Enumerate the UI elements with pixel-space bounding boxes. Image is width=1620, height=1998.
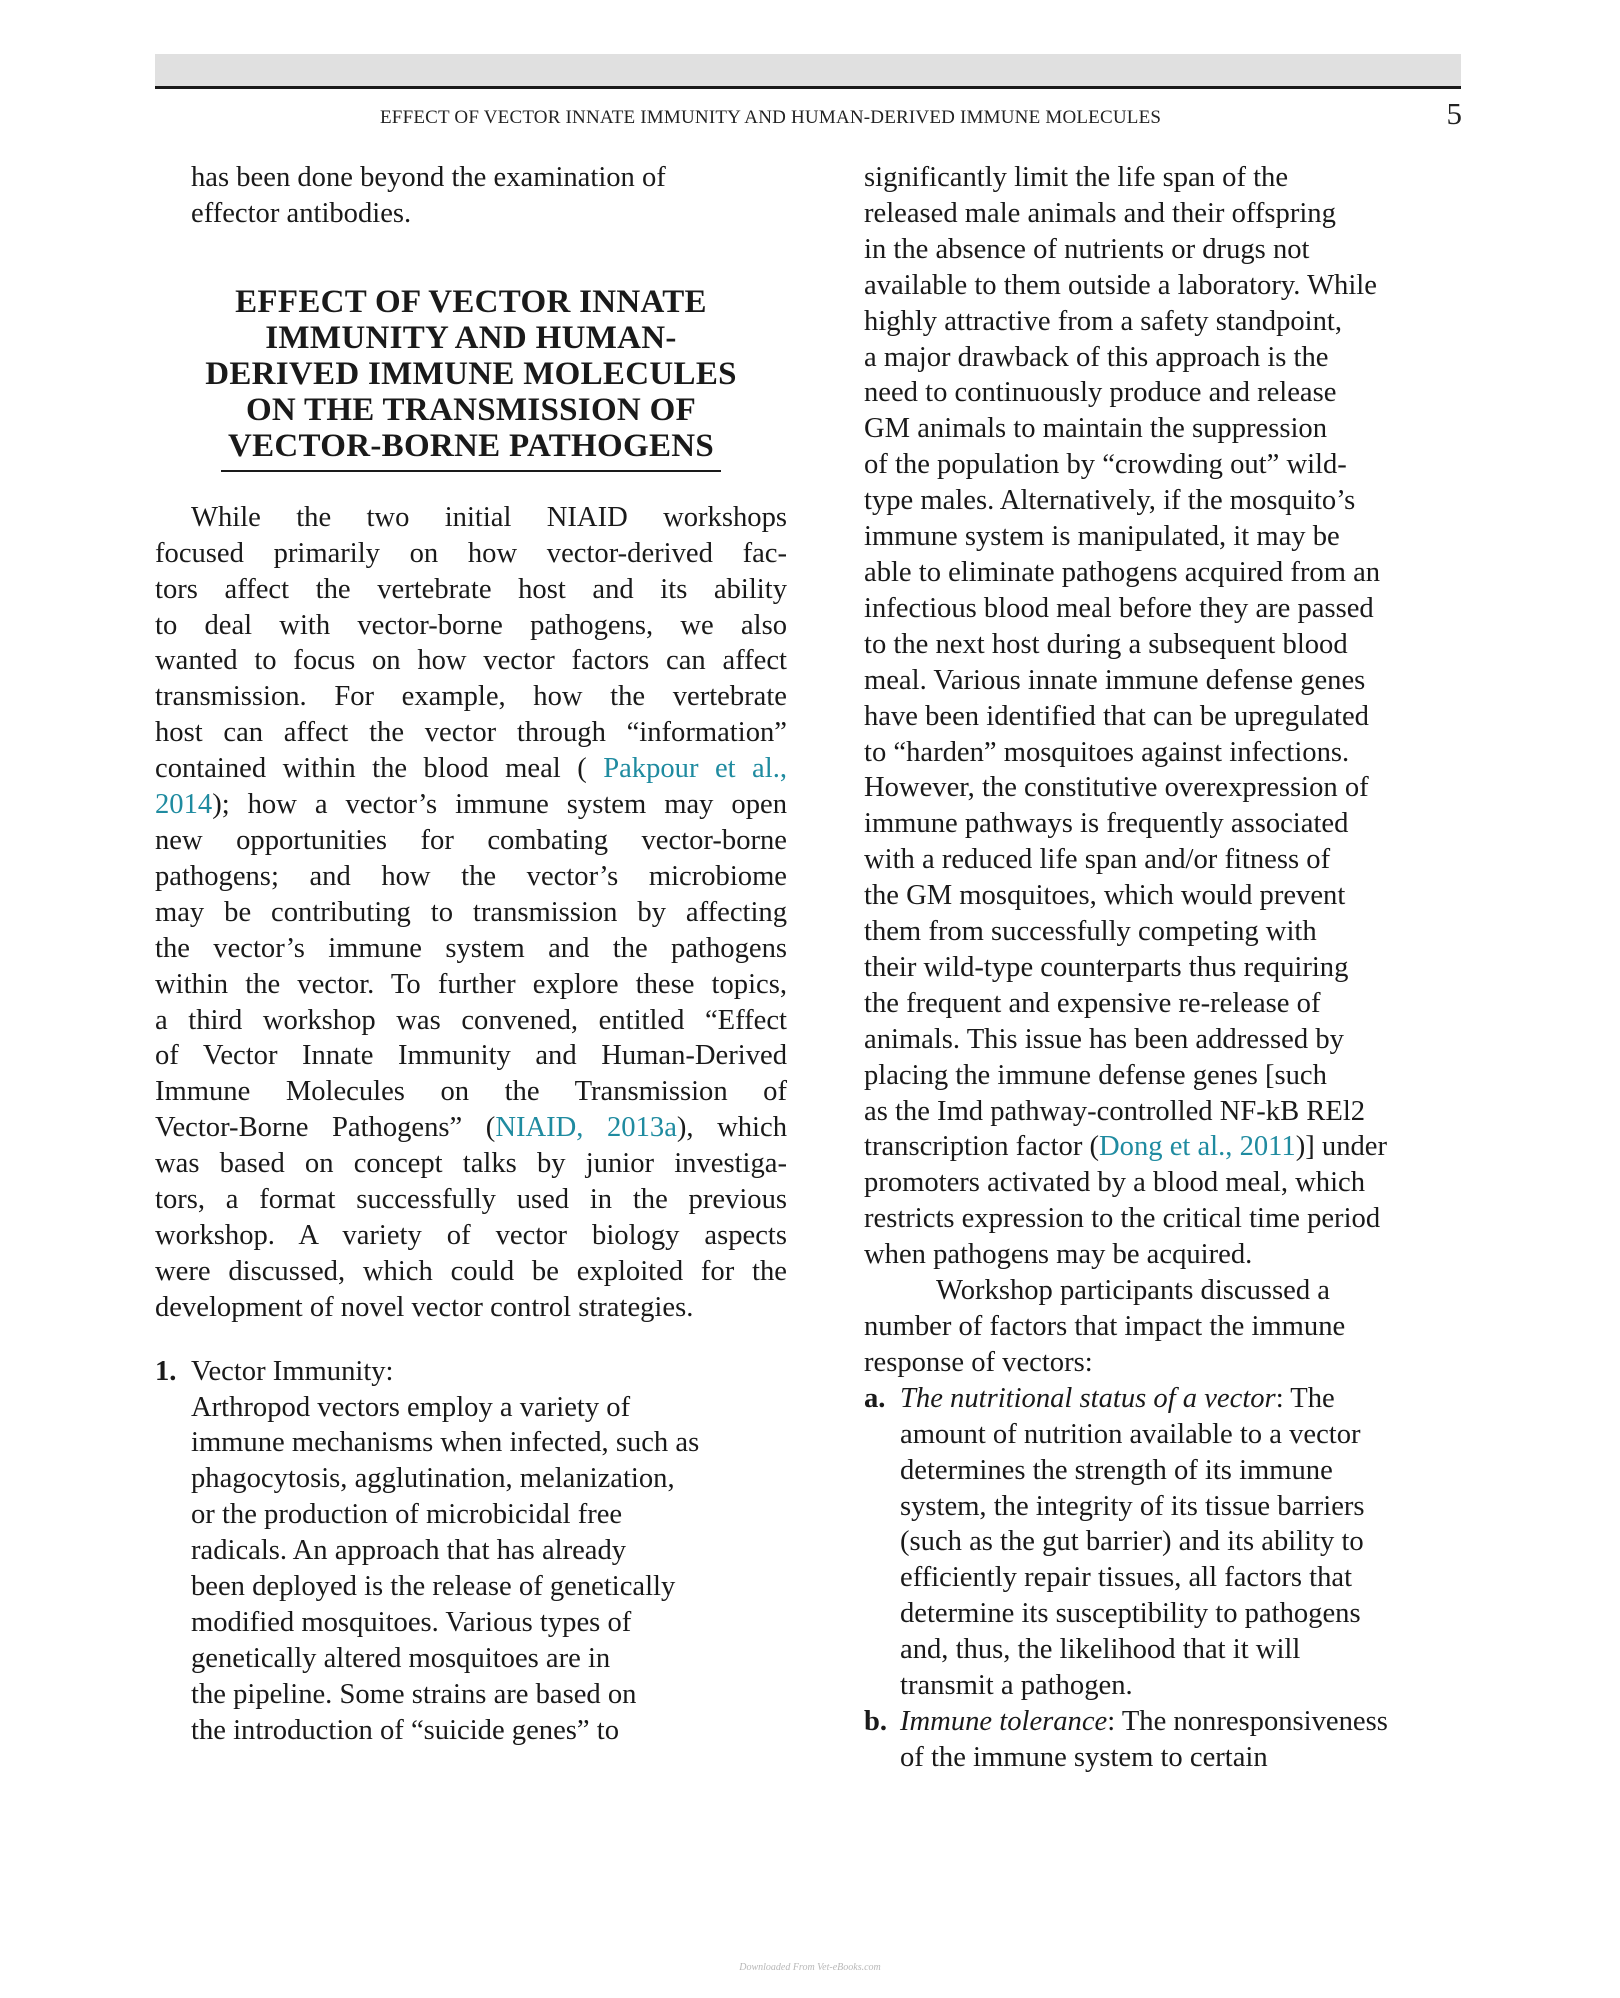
heading-line: ON THE TRANSMISSION OF <box>245 391 697 428</box>
text-line: have been identified that can be upregulated <box>864 700 1369 732</box>
text-line: significantly limit the life span of the <box>864 162 1289 193</box>
text-line: phagocytosis, agglutination, melanization, <box>191 1463 675 1495</box>
text-line: tors affect the vertebrate host and its ability <box>155 573 787 605</box>
text-line: with a reduced life span and/or fitness of <box>864 844 1331 876</box>
continued-paragraph <box>155 160 787 232</box>
text-line: a major drawback of this approach is the <box>864 341 1329 373</box>
text-line: of the immune system to certain <box>900 1741 1268 1773</box>
text-line: the frequent and expensive re-release of <box>864 987 1321 1019</box>
text-line <box>155 787 787 823</box>
text-line: them from successfully competing with <box>864 916 1317 948</box>
text-line: While the two initial NIAID workshops <box>191 501 787 533</box>
text-line: determine its susceptibility to pathogens <box>900 1598 1361 1630</box>
heading-line: DERIVED IMMUNE MOLECULES <box>205 355 737 392</box>
text-line: or the production of microbicidal free <box>191 1499 623 1531</box>
text-fragment: : The <box>1275 1382 1335 1414</box>
text-line: able to eliminate pathogens acquired from an <box>864 556 1381 588</box>
text-line: system, the integrity of its tissue barriers <box>900 1490 1365 1522</box>
text-line: a third workshop was convened, entitled “Effect <box>155 1004 787 1036</box>
text-line: to “harden” mosquitoes against infections. <box>864 736 1350 768</box>
text-line: in the absence of nutrients or drugs not <box>864 233 1310 265</box>
text-line: development of novel vector control strategies. <box>155 1291 694 1323</box>
text-line: efficiently repair tissues, all factors that <box>900 1562 1353 1594</box>
citation-link[interactable]: Pakpour et al., <box>603 753 787 785</box>
text-line: their wild-type counterparts thus requiring <box>864 951 1349 983</box>
intro-paragraph <box>155 500 787 1326</box>
header-band <box>155 54 1461 89</box>
text-line: need to continuously produce and release <box>864 377 1337 409</box>
text-line: Workshop participants discussed a <box>936 1275 1330 1307</box>
text-line: were discussed, which could be exploited for the <box>155 1255 787 1287</box>
section-heading <box>155 284 787 464</box>
text-line: to deal with vector-borne pathogens, we also <box>155 609 787 641</box>
text-line: of the population by “crowding out” wild- <box>864 449 1347 481</box>
left-column <box>155 160 787 1749</box>
text-line <box>864 1129 1464 1165</box>
text-line: pathogens; and how the vector’s microbiome <box>155 860 787 892</box>
workshop-paragraph <box>864 1273 1464 1381</box>
text-line: animals. This issue has been addressed by <box>864 1023 1344 1055</box>
text-line: immune mechanisms when infected, such as <box>191 1427 700 1459</box>
text-line <box>155 751 787 787</box>
text-fragment: contained within the blood meal ( <box>155 753 587 785</box>
text-line: workshop. A variety of vector biology aspects <box>155 1219 787 1251</box>
text-fragment: Vector-Borne Pathogens” ( <box>155 1112 496 1144</box>
list-item-body <box>864 1417 1464 1704</box>
text-line: modified mosquitoes. Various types of <box>191 1607 632 1638</box>
page-number: 5 <box>1446 96 1462 131</box>
text-line: restricts expression to the critical time period <box>864 1203 1381 1235</box>
text-line: response of vectors: <box>864 1346 1093 1378</box>
text-line: as the Imd pathway-controlled NF-kB REl2 <box>864 1095 1366 1127</box>
text-line: was based on concept talks by junior investiga- <box>155 1148 787 1180</box>
text-line: has been done beyond the examination of <box>191 162 666 193</box>
list-letter: b. <box>864 1705 888 1737</box>
list-item-term: Immune tolerance <box>900 1705 1108 1737</box>
text-line: the pipeline. Some strains are based on <box>191 1678 637 1710</box>
text-fragment: )] under <box>1295 1131 1387 1163</box>
heading-line: VECTOR-BORNE PATHOGENS <box>227 427 715 464</box>
text-line: infectious blood meal before they are passed <box>864 592 1374 624</box>
footer-credit: Downloaded From Vet-eBooks.com <box>739 1962 881 1973</box>
list-item-body <box>155 1390 787 1749</box>
text-line: Arthropod vectors employ a variety of <box>191 1391 631 1423</box>
text-line: new opportunities for combating vector-borne <box>155 824 787 856</box>
text-line: highly attractive from a safety standpoint, <box>864 305 1343 337</box>
list-item-nutritional-status <box>864 1381 1464 1704</box>
text-line: type males. Alternatively, if the mosquito’s <box>864 485 1356 517</box>
text-line: within the vector. To further explore these topics, <box>155 968 787 1000</box>
text-line: However, the constitutive overexpression of <box>864 772 1369 804</box>
citation-link[interactable]: NIAID, 2013a <box>495 1112 677 1144</box>
text-line: the vector’s immune system and the pathogens <box>155 932 787 964</box>
heading-line: EFFECT OF VECTOR INNATE <box>235 283 707 320</box>
text-line: host can affect the vector through “information” <box>155 717 787 749</box>
heading-line: IMMUNITY AND HUMAN- <box>265 319 677 356</box>
text-line: of Vector Innate Immunity and Human-Derived <box>155 1040 787 1072</box>
text-line: meal. Various innate immune defense genes <box>864 664 1366 696</box>
list-item-title-line <box>864 1704 1464 1740</box>
list-letter: a. <box>864 1382 886 1414</box>
text-line: placing the immune defense genes [such <box>864 1059 1327 1091</box>
list-item-body <box>864 1740 1464 1776</box>
text-line: number of factors that impact the immune <box>864 1311 1346 1342</box>
citation-link[interactable]: Dong et al., 2011 <box>1099 1131 1296 1163</box>
text-line: focused primarily on how vector-derived fac- <box>155 537 787 569</box>
citation-link[interactable]: 2014 <box>155 789 213 821</box>
text-line: determines the strength of its immune <box>900 1454 1333 1486</box>
text-line: promoters activated by a blood meal, which <box>864 1167 1366 1199</box>
text-line: and, thus, the likelihood that it will <box>900 1634 1301 1666</box>
list-item-vector-immunity <box>155 1354 787 1749</box>
text-line: effector antibodies. <box>191 197 412 229</box>
text-line: to the next host during a subsequent blood <box>864 628 1348 660</box>
text-line: radicals. An approach that has already <box>191 1535 627 1567</box>
text-line: released male animals and their offspring <box>864 197 1336 229</box>
text-line: been deployed is the release of genetically <box>191 1571 676 1603</box>
continued-paragraph <box>864 160 1464 1273</box>
text-line: (such as the gut barrier) and its ability to <box>900 1526 1364 1558</box>
text-line: GM animals to maintain the suppression <box>864 413 1328 445</box>
text-line: immune system is manipulated, it may be <box>864 521 1340 553</box>
list-item-title: Vector Immunity: <box>191 1355 394 1387</box>
text-line: genetically altered mosquitoes are in <box>191 1642 611 1674</box>
right-column <box>864 160 1464 1776</box>
text-line <box>155 1110 787 1146</box>
text-line: Immune Molecules on the Transmission of <box>155 1076 787 1108</box>
text-line: available to them outside a laboratory. While <box>864 269 1377 301</box>
text-line: immune pathways is frequently associated <box>864 808 1349 840</box>
text-line: transmit a pathogen. <box>900 1670 1133 1702</box>
list-item-title-line <box>155 1354 787 1390</box>
list-number: 1. <box>155 1355 177 1387</box>
text-fragment: : The nonresponsiveness <box>1107 1705 1388 1737</box>
list-item-immune-tolerance <box>864 1704 1464 1776</box>
text-line: may be contributing to transmission by affecting <box>155 896 787 928</box>
text-line: when pathogens may be acquired. <box>864 1239 1253 1271</box>
text-line: the GM mosquitoes, which would prevent <box>864 880 1346 912</box>
list-item-term: The nutritional status of a vector <box>900 1382 1276 1414</box>
text-fragment: ), which <box>676 1112 787 1144</box>
text-fragment: transcription factor ( <box>864 1131 1100 1163</box>
text-line: transmission. For example, how the vertebrate <box>155 681 787 713</box>
list-item-title-line <box>864 1381 1464 1417</box>
text-line: wanted to focus on how vector factors can affect <box>155 645 787 677</box>
text-line: tors, a format successfully used in the previous <box>155 1184 787 1216</box>
text-line: amount of nutrition available to a vector <box>900 1418 1361 1450</box>
text-fragment: ); how a vector’s immune system may open <box>212 789 787 821</box>
text-line: the introduction of “suicide genes” to <box>191 1714 619 1746</box>
running-head: EFFECT OF VECTOR INNATE IMMUNITY AND HUMAN-DERIVED IMMUNE MOLECULES <box>380 107 1162 128</box>
